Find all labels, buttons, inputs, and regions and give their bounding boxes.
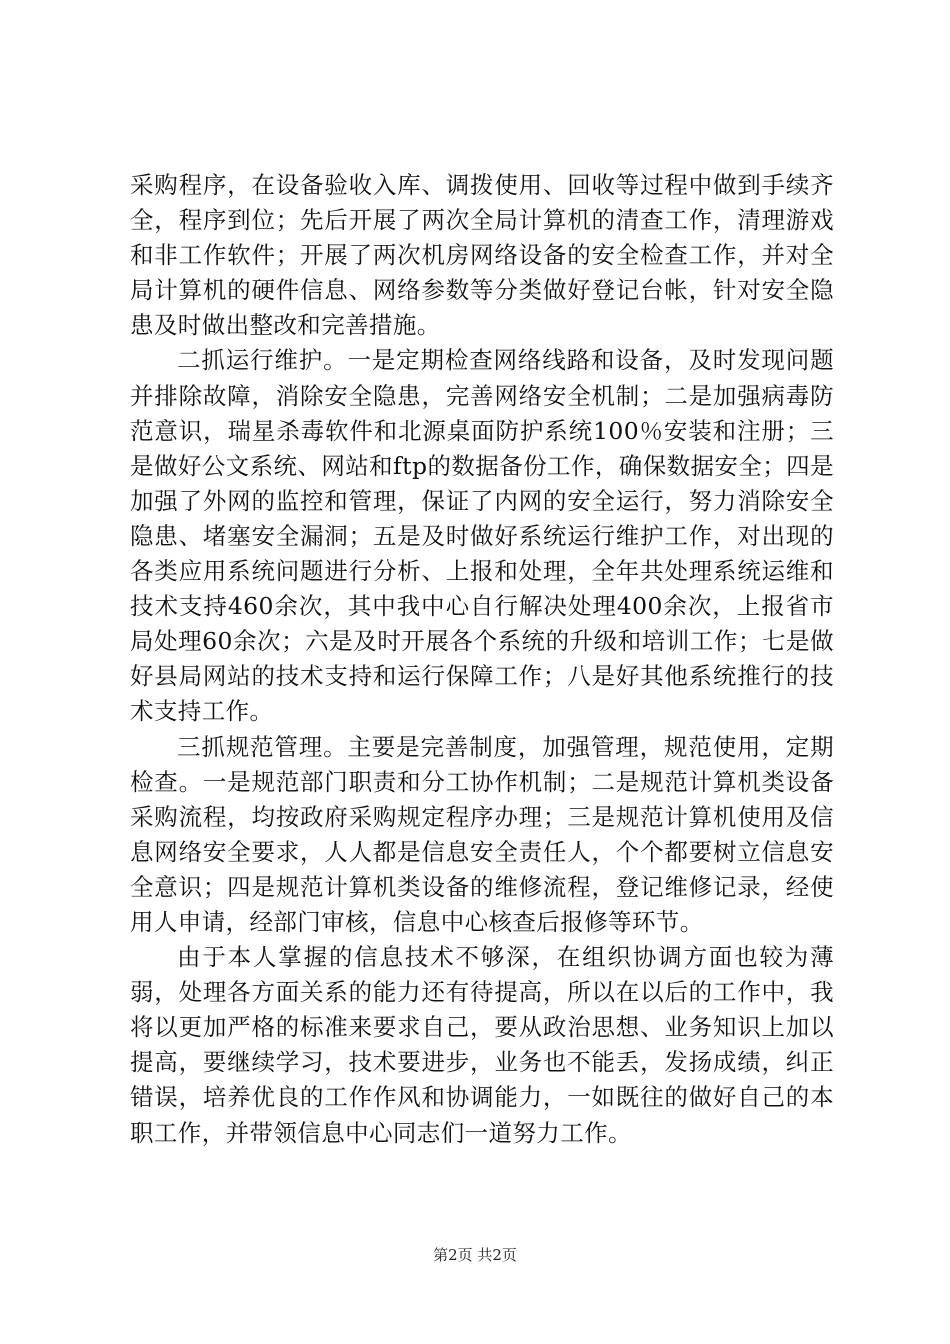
document-body bbox=[130, 168, 834, 1151]
paragraph-procurement: 采购程序，在设备验收入库、调拨使用、回收等过程中做到手续齐全，程序到位；先后开展了两次全局计算机的清查工作，清理游戏和非工作软件；开展了两次机房网络设备的安全检查工作，并对全局计算机的硬件信息、网络参数等分类做好登记台帐，针对安全隐患及时做出整改和完善措施。 bbox=[130, 171, 834, 340]
paragraph-standard-management: 三抓规范管理。主要是完善制度，加强管理，规范使用，定期检查。一是规范部门职责和分工协作机制；二是规范计算机类设备采购流程，均按政府采购规定程序办理；三是规范计算机使用及信息网络安全要求，人人都是信息安全责任人，个个都要树立信息安全意识；四是规范计算机类设备的维修流程，登记维修记录，经使用人申请，经部门审核，信息中心核查后报修等环节。 bbox=[130, 732, 834, 936]
paragraph-operation-maintenance: 二抓运行维护。一是定期检查网络线路和设备，及时发现问题并排除故障，消除安全隐患，完善网络安全机制；二是加强病毒防范意识，瑞星杀毒软件和北源桌面防护系统100％安装和注册；三是做好公文系统、网站和ftp的数据备份工作，确保数据安全；四是加强了外网的监控和管理，保证了内网的安全运行，努力消除安全隐患、堵塞安全漏洞；五是及时做好系统运行维护工作，对出现的各类应用系统问题进行分析、上报和处理，全年共处理系统运维和技术支持460余次，其中我中心自行解决处理400余次，上报省市局处理60余次；六是及时开展各个系统的升级和培训工作；七是做好县局网站的技术支持和运行保障工作；八是好其他系统推行的技术支持工作。 bbox=[130, 346, 834, 726]
paragraph-self-assessment: 由于本人掌握的信息技术不够深，在组织协调方面也较为薄弱，处理各方面关系的能力还有待提高，所以在以后的工作中，我将以更加严格的标准来要求自己，要从政治思想、业务知识上加以提高，要继续学习，技术要进步，业务也不能丢，发扬成绩，纠正错误，培养优良的工作作风和协调能力，一如既往的做好自己的本职工作，并带领信息中心同志们一道努力工作。 bbox=[130, 943, 834, 1147]
page-number-footer: 第2页 共2页 bbox=[433, 1246, 517, 1264]
